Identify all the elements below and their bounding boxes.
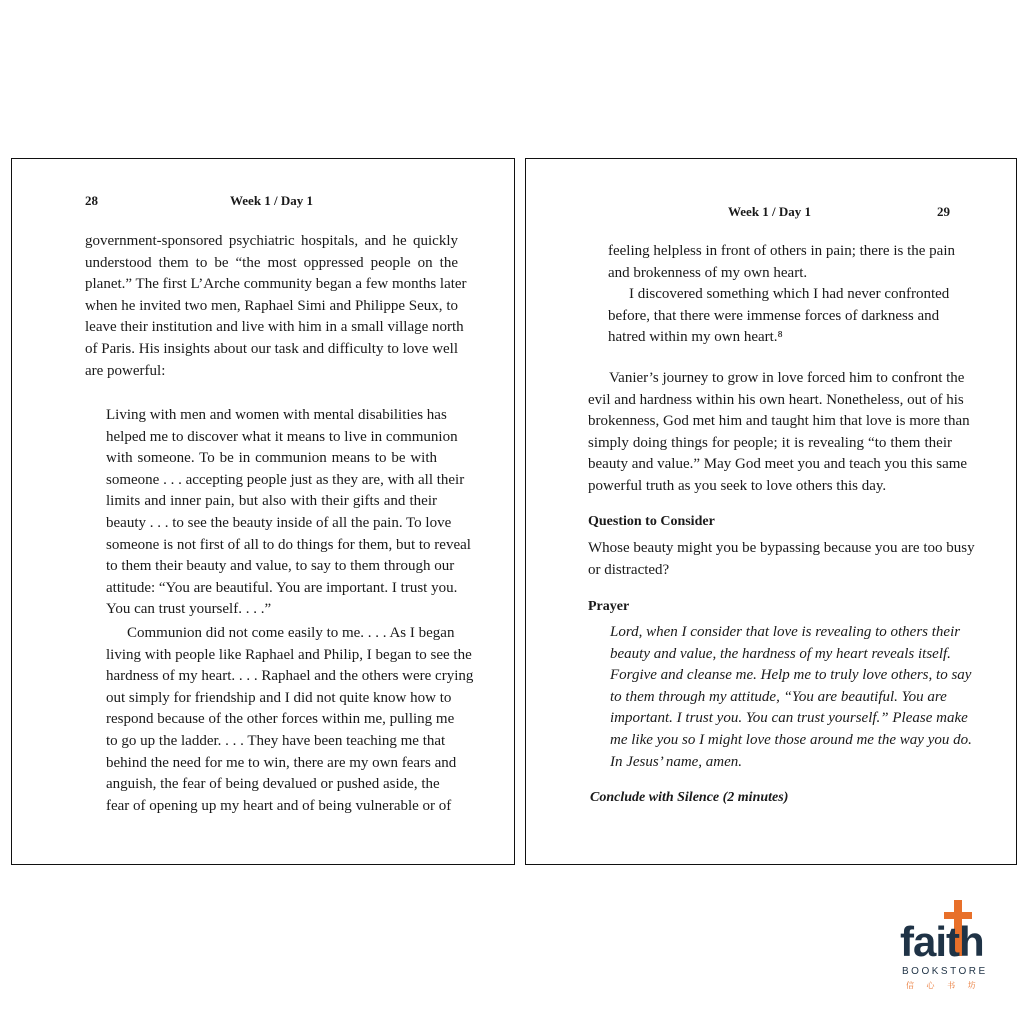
text-line: Communion did not come easily to me. . . . As I began xyxy=(127,625,455,641)
page-number: 29 xyxy=(937,204,950,219)
text-line: hatred within my own heart.⁸ xyxy=(608,329,783,346)
question-text xyxy=(588,538,975,581)
text-line: with someone. To be in communion means to be with xyxy=(106,450,437,467)
section-heading-prayer: Prayer xyxy=(588,599,630,614)
logo-wordmark: faith xyxy=(900,918,984,965)
text-line: planet.” The first L’Arche community began a few months later xyxy=(85,276,467,293)
book-page-left xyxy=(11,158,515,865)
text-line: before, that there were immense forces of darkness and xyxy=(608,307,940,324)
text-line: when he invited two men, Raphael Simi and Philippe Seux, to xyxy=(85,297,458,314)
text-line: behind the need for me to win, there are my own fears and xyxy=(106,754,457,771)
book-page-right xyxy=(525,158,1017,865)
text-line: leave their institution and live with him in a small village north xyxy=(85,319,464,336)
text-line: Living with men and women with mental disabilities has xyxy=(106,407,447,423)
text-line: Forgive and cleanse me. Help me to truly love others, to say xyxy=(610,667,972,684)
block-quote xyxy=(106,405,471,621)
text-line: to them through my attitude, “You are beautiful. You are xyxy=(610,688,947,705)
text-line: You can trust yourself. . . .” xyxy=(106,601,272,618)
text-line: respond because of the other forces within me, pulling me xyxy=(106,711,455,728)
text-line: understood them to be “the most oppressed people on the xyxy=(85,254,458,271)
conclusion-instruction: Conclude with Silence (2 minutes) xyxy=(590,790,789,805)
text-line: evil and hardness within his own heart. Nonetheless, out of his xyxy=(588,391,964,408)
text-line: In Jesus’ name, amen. xyxy=(610,753,743,770)
text-line: feeling helpless in front of others in pain; there is the pain xyxy=(608,243,955,259)
text-line: anguish, the fear of being devalued or pushed aside, the xyxy=(106,776,440,793)
text-line: I discovered something which I had never confronted xyxy=(629,286,950,303)
logo-chinese: 信 心 书 坊 xyxy=(906,981,981,990)
logo-subtitle: BOOKSTORE xyxy=(902,966,988,977)
text-line: simply doing things for people; it is revealing “to them their xyxy=(588,434,952,451)
text-line: someone . . . accepting people just as they are, with all their xyxy=(106,471,465,488)
text-line: government-sponsored psychiatric hospitals, and he quickly xyxy=(85,233,458,249)
text-line: or distracted? xyxy=(588,561,670,578)
text-line: beauty . . . to see the beauty inside of all the pain. To love xyxy=(106,514,452,531)
page-number: 28 xyxy=(85,193,98,208)
text-line: hardness of my heart. . . . Raphael and the others were crying xyxy=(106,668,474,685)
text-line: Whose beauty might you be bypassing because you are too busy xyxy=(588,540,975,556)
text-line: beauty and value, the hardness of my heart reveals itself. xyxy=(610,645,951,662)
text-line: and brokenness of my own heart. xyxy=(608,264,808,281)
block-quote-continued xyxy=(106,623,474,817)
text-line: beauty and value.” May God meet you and teach you this same xyxy=(588,456,968,473)
intro-paragraph xyxy=(85,231,467,382)
block-quote-end xyxy=(608,241,955,349)
text-line: of Paris. His insights about our task and difficulty to love well xyxy=(85,340,459,357)
text-line: to go up the ladder. . . . They have been teaching me that xyxy=(106,732,446,749)
text-line: helped me to discover what it means to live in communion xyxy=(106,428,458,445)
text-line: to them their beauty and value, to say to them through our xyxy=(106,558,455,575)
text-line: limits and inner pain, but also with their gifts and their xyxy=(106,493,437,510)
text-line: brokenness, God met him and taught him that love is more than xyxy=(588,413,970,430)
running-header: Week 1 / Day 1 xyxy=(728,204,812,219)
prayer-text xyxy=(610,622,972,773)
text-line: someone is not first of all to do things for them, but to reveal xyxy=(106,536,471,553)
text-line: living with people like Raphael and Philip, I began to see the xyxy=(106,646,472,663)
text-line: Vanier’s journey to grow in love forced him to confront the xyxy=(609,370,965,386)
text-line: me like you so I might love those around me the way you do. xyxy=(610,731,972,748)
text-line: fear of opening up my heart and of being vulnerable or of xyxy=(106,797,452,814)
running-header: Week 1 / Day 1 xyxy=(230,193,314,208)
text-line: powerful truth as you seek to love others this day. xyxy=(588,477,887,494)
text-line: attitude: “You are beautiful. You are important. I trust you. xyxy=(106,579,458,596)
reflection-paragraph xyxy=(588,368,970,498)
text-line: are powerful: xyxy=(85,362,166,379)
text-line: out simply for friendship and I did not quite know how to xyxy=(106,689,452,706)
section-heading-question: Question to Consider xyxy=(588,514,715,529)
faith-bookstore-logo xyxy=(896,896,996,996)
text-line: Lord, when I consider that love is revealing to others their xyxy=(610,624,961,640)
text-line: important. I trust you. You can trust yourself.” Please make xyxy=(610,710,968,727)
